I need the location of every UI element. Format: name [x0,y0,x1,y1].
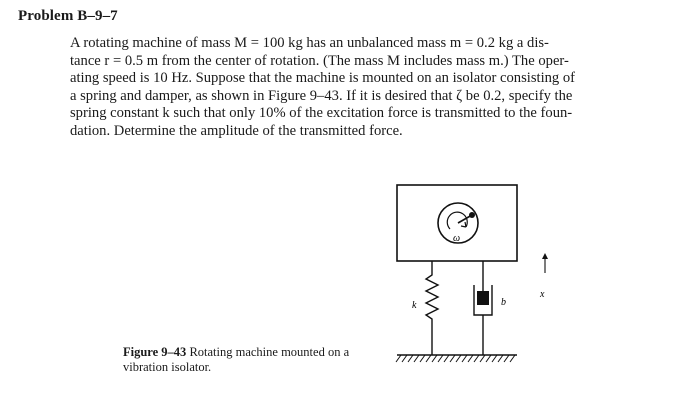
figure-caption [123,345,383,375]
damper-label: b [501,297,506,308]
problem-statement [70,35,650,141]
isolator-diagram [380,175,570,375]
spring [426,261,438,355]
problem-line: a spring and damper, as shown in Figure 9–43. If it is desired that ζ be 0.2, specify the [70,87,573,104]
figure-title: Rotating machine mounted on a vibration isolator. [123,345,350,374]
unbalanced-mass [469,212,475,218]
damper-piston [477,291,489,305]
omega-label: ω [453,233,461,244]
problem-line: ating speed is 10 Hz. Suppose that the machine is mounted on an isolator consisting of [70,70,576,87]
ground-hatching [396,355,515,362]
problem-line: A rotating machine of mass M = 100 kg has an unbalanced mass m = 0.2 kg a dis- [70,35,549,51]
problem-line: tance r = 0.5 m from the center of rotation. (The mass M includes mass m.) The oper- [70,52,569,69]
displacement-arrowhead [542,253,548,259]
figure-number: Figure 9–43 [123,345,187,359]
spring-label: k [412,300,417,311]
displacement-label: x [540,289,545,300]
problem-line: spring constant k such that only 10% of the excitation force is transmitted to the foun- [70,105,573,122]
figure-9-43 [380,175,570,380]
problem-line: dation. Determine the amplitude of the transmitted force. [70,122,403,139]
problem-heading: Problem B–9–7 [18,8,118,24]
